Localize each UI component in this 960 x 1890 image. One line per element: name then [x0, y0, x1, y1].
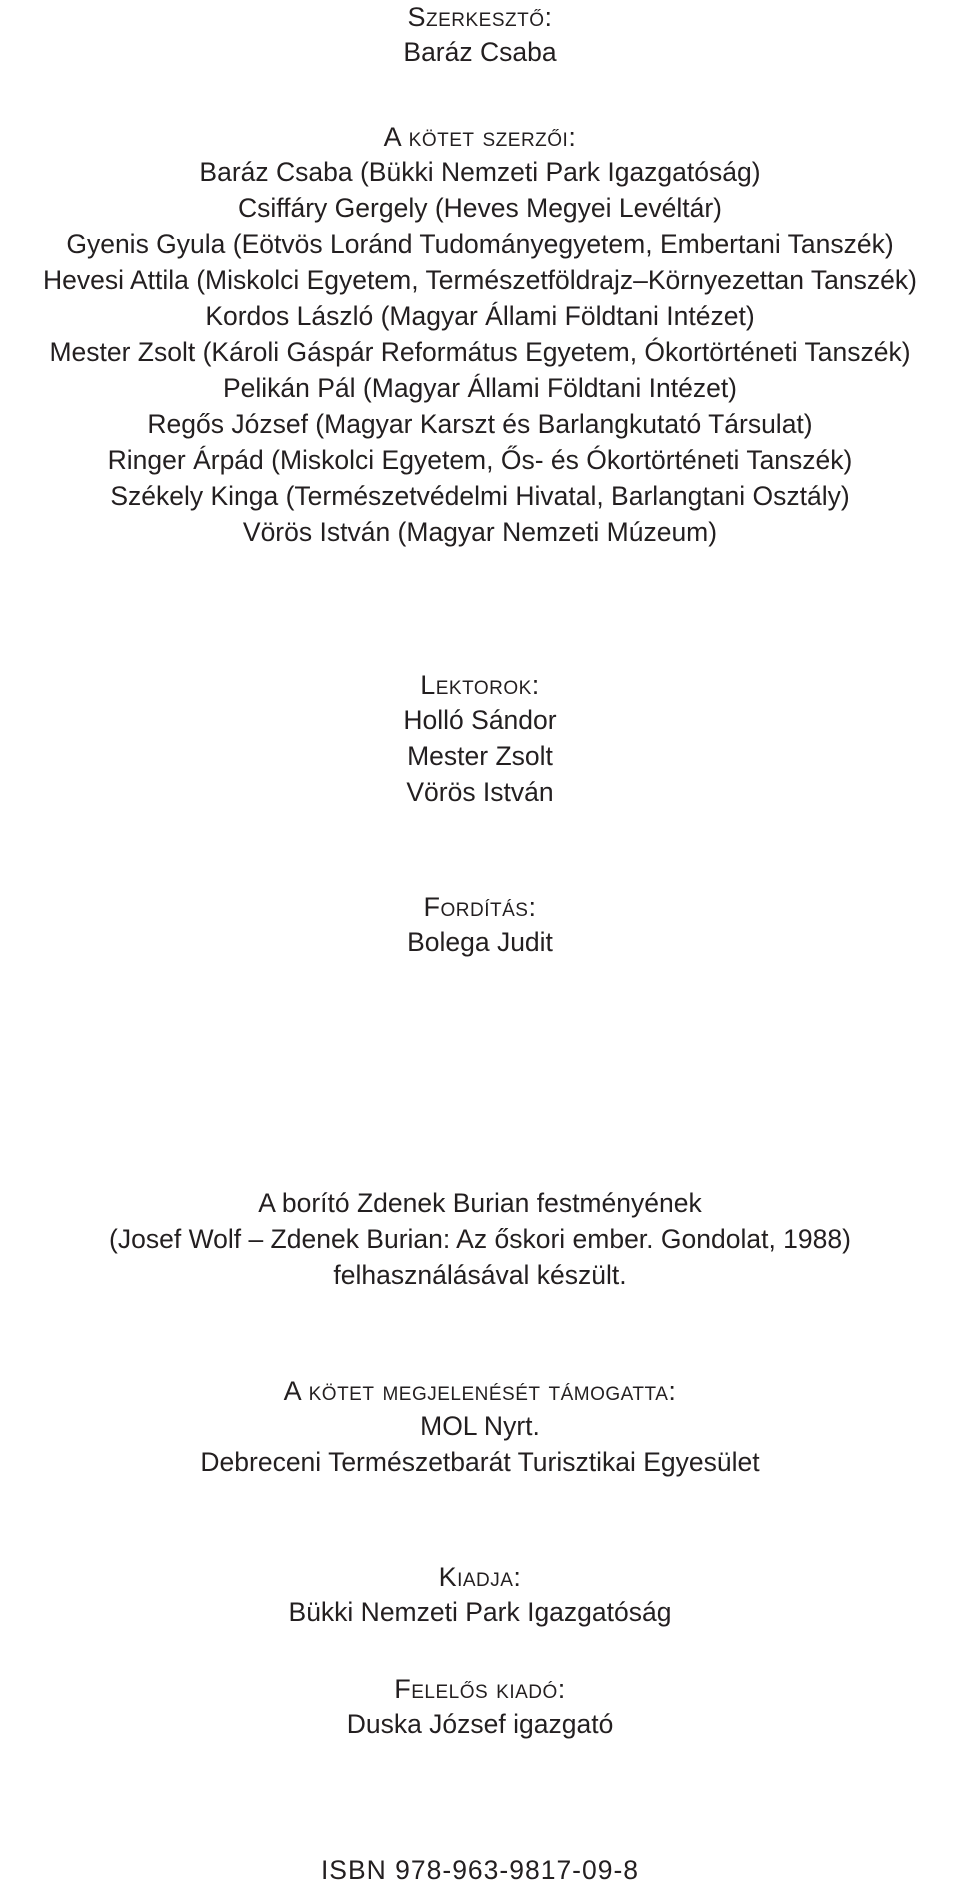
author-line: Gyenis Gyula (Eötvös Loránd Tudományegyetem, Embertani Tanszék): [66, 229, 894, 259]
cover-note-line: A borító Zdenek Burian festményének: [258, 1188, 702, 1218]
publisher-section: [0, 1560, 960, 1630]
reviewer-line: Vörös István: [406, 777, 554, 807]
author-line: Csiffáry Gergely (Heves Megyei Levéltár): [237, 193, 723, 223]
responsible-publisher-name: Duska József igazgató: [346, 1709, 614, 1739]
reviewer-line: Mester Zsolt: [407, 741, 553, 771]
sponsors-section: [0, 1374, 960, 1480]
sponsors-heading: A kötet megjelenését támogatta:: [283, 1376, 677, 1406]
editor-name: Baráz Csaba: [403, 37, 557, 67]
responsible-publisher-heading: Felelős kiadó:: [394, 1674, 566, 1704]
author-line: Regős József (Magyar Karszt és Barlangkutató Társulat): [147, 409, 813, 439]
author-line: Ringer Árpád (Miskolci Egyetem, Ős- és Ókortörténeti Tanszék): [107, 445, 853, 475]
publisher-name: Bükki Nemzeti Park Igazgatóság: [288, 1597, 672, 1627]
isbn-section: [0, 1852, 960, 1888]
cover-note: [0, 1185, 960, 1293]
authors-section: [0, 120, 960, 550]
reviewers-section: [0, 668, 960, 810]
author-line: Székely Kinga (Természetvédelmi Hivatal, Barlangtani Osztály): [110, 481, 850, 511]
translation-heading: Fordítás:: [423, 892, 537, 922]
sponsor-line: Debreceni Természetbarát Turisztikai Egyesület: [200, 1447, 760, 1477]
isbn: ISBN 978-963-9817-09-8: [320, 1855, 640, 1885]
translation-section: [0, 890, 960, 960]
responsible-publisher-section: [0, 1672, 960, 1742]
editor-heading: Szerkesztő:: [407, 2, 553, 32]
author-line: Mester Zsolt (Károli Gáspár Református Egyetem, Ókortörténeti Tanszék): [49, 337, 911, 367]
author-line: Kordos László (Magyar Állami Földtani Intézet): [205, 301, 755, 331]
cover-note-line: felhasználásával készült.: [333, 1260, 627, 1290]
reviewers-heading: Lektorok:: [420, 670, 540, 700]
author-line: Baráz Csaba (Bükki Nemzeti Park Igazgatóság): [199, 157, 761, 187]
author-line: Pelikán Pál (Magyar Állami Földtani Intézet): [222, 373, 738, 403]
sponsor-line: MOL Nyrt.: [420, 1411, 540, 1441]
editor-section: [0, 0, 960, 70]
publisher-heading: Kiadja:: [438, 1562, 522, 1592]
translator-name: Bolega Judit: [407, 927, 553, 957]
author-line: Hevesi Attila (Miskolci Egyetem, Természetföldrajz–Környezettan Tanszék): [43, 265, 917, 295]
authors-heading: A kötet szerzői:: [383, 122, 577, 152]
author-line: Vörös István (Magyar Nemzeti Múzeum): [242, 517, 718, 547]
reviewer-line: Holló Sándor: [403, 705, 557, 735]
cover-note-line: (Josef Wolf – Zdenek Burian: Az őskori ember. Gondolat, 1988): [109, 1224, 851, 1254]
